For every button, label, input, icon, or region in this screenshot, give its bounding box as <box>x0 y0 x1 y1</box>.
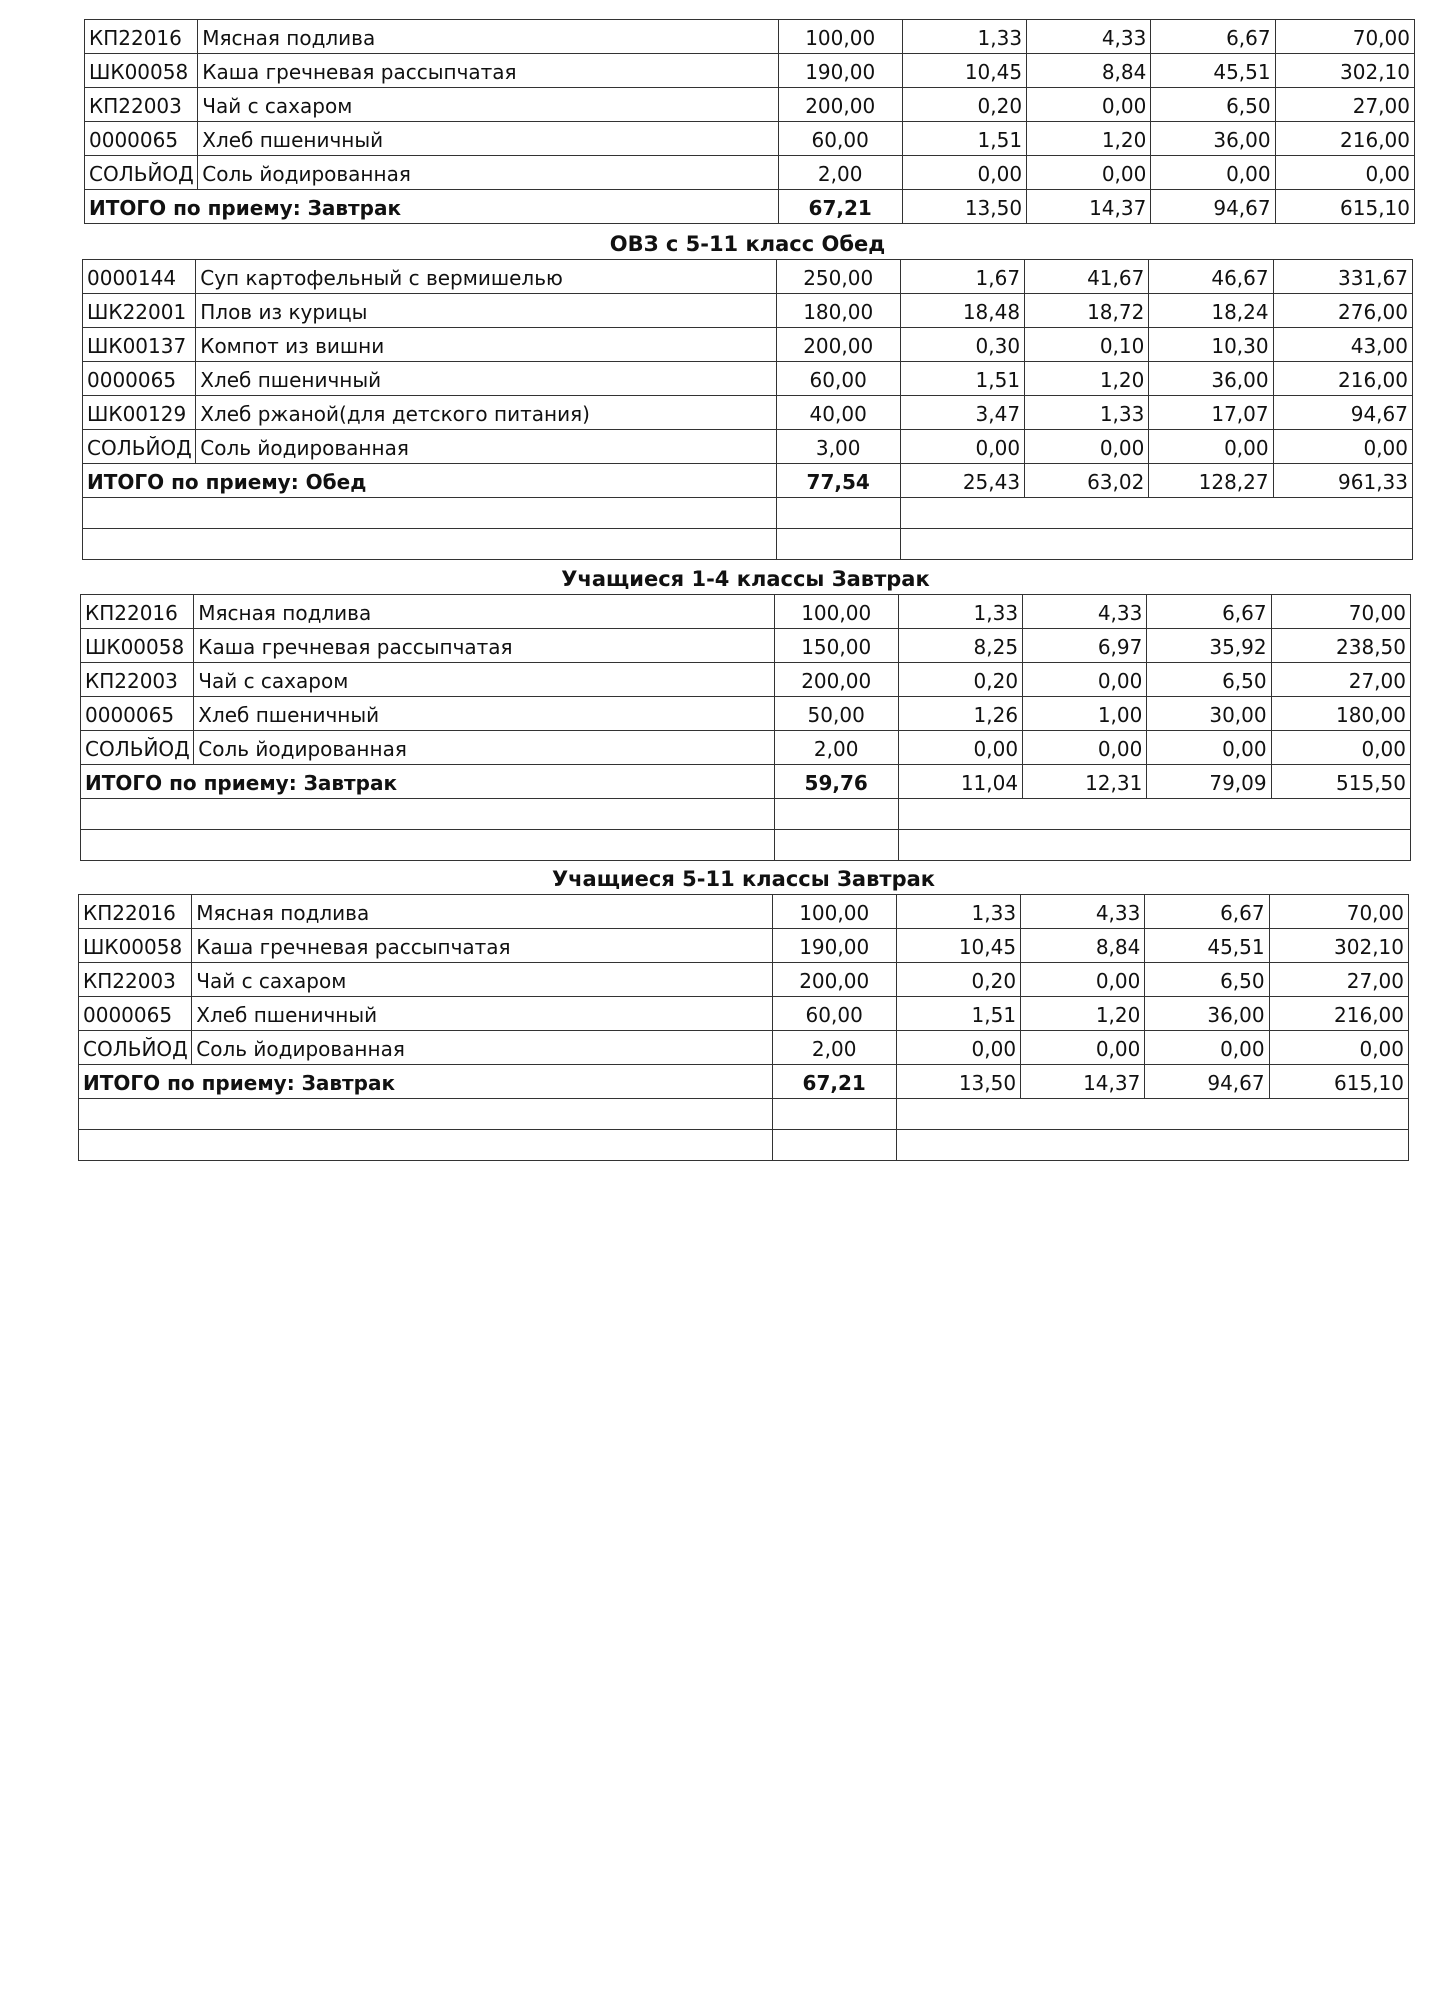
dish-energy: 302,10 <box>1275 54 1414 88</box>
dish-carbs: 6,67 <box>1145 895 1269 929</box>
dish-energy: 0,00 <box>1271 731 1410 765</box>
dish-code: 0000065 <box>79 997 192 1031</box>
dish-code: КП22016 <box>81 595 194 629</box>
table-row <box>81 629 1411 663</box>
table-row <box>79 895 1409 929</box>
dish-code: СОЛЬЙОД <box>85 156 198 190</box>
total-mass: 77,54 <box>776 464 900 498</box>
dish-energy: 276,00 <box>1273 294 1412 328</box>
total-fat: 14,37 <box>1027 190 1151 224</box>
menu-table <box>78 894 1409 1161</box>
dish-mass: 60,00 <box>778 122 902 156</box>
blank-cell <box>81 830 775 861</box>
dish-protein: 8,25 <box>898 629 1022 663</box>
dish-protein: 0,20 <box>896 963 1020 997</box>
dish-name: Мясная подлива <box>198 20 778 54</box>
dish-fat: 41,67 <box>1025 260 1149 294</box>
dish-carbs: 6,67 <box>1147 595 1271 629</box>
dish-mass: 100,00 <box>772 895 896 929</box>
dish-name: Хлеб пшеничный <box>196 362 776 396</box>
dish-fat: 0,00 <box>1027 88 1151 122</box>
table-row <box>85 88 1415 122</box>
section-breakfast-ovz <box>84 19 1415 224</box>
blank-cell <box>896 1130 1408 1161</box>
dish-code: КП22003 <box>81 663 194 697</box>
total-carbs: 94,67 <box>1145 1065 1269 1099</box>
total-fat: 12,31 <box>1023 765 1147 799</box>
dish-energy: 27,00 <box>1271 663 1410 697</box>
section-title: ОВЗ с 5-11 класс Обед <box>609 232 886 256</box>
dish-name: Каша гречневая рассыпчатая <box>192 929 772 963</box>
dish-protein: 0,00 <box>900 430 1024 464</box>
total-protein: 25,43 <box>900 464 1024 498</box>
total-mass: 67,21 <box>778 190 902 224</box>
dish-name: Мясная подлива <box>194 595 774 629</box>
dish-energy: 0,00 <box>1273 430 1412 464</box>
dish-fat: 1,33 <box>1025 396 1149 430</box>
dish-code: КП22016 <box>79 895 192 929</box>
dish-carbs: 45,51 <box>1145 929 1269 963</box>
dish-energy: 302,10 <box>1269 929 1408 963</box>
table-row <box>79 929 1409 963</box>
dish-energy: 70,00 <box>1275 20 1414 54</box>
dish-protein: 0,20 <box>902 88 1026 122</box>
dish-fat: 8,84 <box>1021 929 1145 963</box>
blank-cell <box>772 1099 896 1130</box>
dish-carbs: 0,00 <box>1147 731 1271 765</box>
blank-cell <box>776 529 900 560</box>
table-row <box>83 396 1413 430</box>
dish-carbs: 0,00 <box>1145 1031 1269 1065</box>
dish-name: Хлеб пшеничный <box>198 122 778 156</box>
dish-code: ШК00129 <box>83 396 196 430</box>
dish-mass: 190,00 <box>772 929 896 963</box>
table-row <box>83 294 1413 328</box>
blank-row <box>81 830 1411 861</box>
table-row <box>83 430 1413 464</box>
dish-carbs: 46,67 <box>1149 260 1273 294</box>
blank-row <box>79 1099 1409 1130</box>
dish-code: СОЛЬЙОД <box>83 430 196 464</box>
dish-mass: 100,00 <box>774 595 898 629</box>
dish-code: ШК00137 <box>83 328 196 362</box>
dish-energy: 0,00 <box>1269 1031 1408 1065</box>
dish-fat: 8,84 <box>1027 54 1151 88</box>
dish-fat: 6,97 <box>1023 629 1147 663</box>
dish-protein: 1,33 <box>898 595 1022 629</box>
dish-carbs: 6,67 <box>1151 20 1275 54</box>
dish-protein: 1,33 <box>902 20 1026 54</box>
blank-cell <box>774 799 898 830</box>
dish-fat: 0,00 <box>1023 663 1147 697</box>
dish-code: ШК00058 <box>81 629 194 663</box>
blank-row <box>83 529 1413 560</box>
dish-name: Соль йодированная <box>194 731 774 765</box>
dish-code: 0000144 <box>83 260 196 294</box>
dish-name: Каша гречневая рассыпчатая <box>198 54 778 88</box>
dish-carbs: 35,92 <box>1147 629 1271 663</box>
dish-energy: 70,00 <box>1269 895 1408 929</box>
total-fat: 63,02 <box>1025 464 1149 498</box>
dish-fat: 1,20 <box>1021 997 1145 1031</box>
dish-fat: 4,33 <box>1027 20 1151 54</box>
total-row <box>83 464 1413 498</box>
blank-cell <box>81 799 775 830</box>
total-carbs: 94,67 <box>1151 190 1275 224</box>
dish-name: Плов из курицы <box>196 294 776 328</box>
dish-name: Мясная подлива <box>192 895 772 929</box>
dish-name: Хлеб пшеничный <box>192 997 772 1031</box>
dish-fat: 0,10 <box>1025 328 1149 362</box>
total-energy: 615,10 <box>1275 190 1414 224</box>
dish-fat: 0,00 <box>1023 731 1147 765</box>
total-row <box>81 765 1411 799</box>
total-protein: 13,50 <box>896 1065 1020 1099</box>
dish-carbs: 36,00 <box>1145 997 1269 1031</box>
dish-energy: 216,00 <box>1273 362 1412 396</box>
blank-cell <box>900 529 1412 560</box>
blank-cell <box>776 498 900 529</box>
dish-energy: 180,00 <box>1271 697 1410 731</box>
dish-energy: 94,67 <box>1273 396 1412 430</box>
dish-fat: 0,00 <box>1025 430 1149 464</box>
dish-name: Хлеб ржаной(для детского питания) <box>196 396 776 430</box>
section-lunch-ovz <box>82 225 1413 560</box>
table-row <box>79 997 1409 1031</box>
dish-protein: 0,00 <box>896 1031 1020 1065</box>
dish-energy: 216,00 <box>1275 122 1414 156</box>
blank-cell <box>898 830 1410 861</box>
dish-protein: 1,51 <box>900 362 1024 396</box>
menu-table <box>84 19 1415 224</box>
dish-protein: 10,45 <box>896 929 1020 963</box>
menu-table <box>82 259 1413 560</box>
dish-energy: 27,00 <box>1269 963 1408 997</box>
total-label: ИТОГО по приему: Обед <box>83 464 777 498</box>
dish-carbs: 30,00 <box>1147 697 1271 731</box>
dish-mass: 200,00 <box>778 88 902 122</box>
dish-mass: 200,00 <box>774 663 898 697</box>
dish-carbs: 18,24 <box>1149 294 1273 328</box>
dish-code: 0000065 <box>85 122 198 156</box>
dish-name: Суп картофельный с вермишелью <box>196 260 776 294</box>
table-row <box>81 595 1411 629</box>
dish-mass: 2,00 <box>772 1031 896 1065</box>
blank-cell <box>79 1130 773 1161</box>
dish-name: Соль йодированная <box>198 156 778 190</box>
dish-code: СОЛЬЙОД <box>81 731 194 765</box>
dish-mass: 200,00 <box>772 963 896 997</box>
blank-cell <box>900 498 1412 529</box>
table-row <box>85 54 1415 88</box>
dish-fat: 1,00 <box>1023 697 1147 731</box>
dish-fat: 0,00 <box>1021 1031 1145 1065</box>
dish-mass: 200,00 <box>776 328 900 362</box>
dish-mass: 190,00 <box>778 54 902 88</box>
dish-mass: 60,00 <box>776 362 900 396</box>
dish-protein: 10,45 <box>902 54 1026 88</box>
dish-name: Чай с сахаром <box>192 963 772 997</box>
dish-energy: 238,50 <box>1271 629 1410 663</box>
total-label: ИТОГО по приему: Завтрак <box>85 190 779 224</box>
dish-mass: 60,00 <box>772 997 896 1031</box>
table-row <box>79 963 1409 997</box>
dish-fat: 4,33 <box>1021 895 1145 929</box>
total-mass: 67,21 <box>772 1065 896 1099</box>
dish-carbs: 36,00 <box>1151 122 1275 156</box>
dish-carbs: 6,50 <box>1151 88 1275 122</box>
blank-cell <box>79 1099 773 1130</box>
blank-cell <box>896 1099 1408 1130</box>
dish-protein: 1,51 <box>896 997 1020 1031</box>
dish-protein: 3,47 <box>900 396 1024 430</box>
blank-row <box>79 1130 1409 1161</box>
total-carbs: 128,27 <box>1149 464 1273 498</box>
dish-protein: 1,51 <box>902 122 1026 156</box>
blank-row <box>81 799 1411 830</box>
dish-protein: 18,48 <box>900 294 1024 328</box>
dish-mass: 250,00 <box>776 260 900 294</box>
dish-energy: 70,00 <box>1271 595 1410 629</box>
dish-protein: 0,00 <box>902 156 1026 190</box>
table-row <box>83 328 1413 362</box>
dish-fat: 0,00 <box>1027 156 1151 190</box>
section-breakfast-5-11 <box>78 860 1409 1161</box>
dish-name: Чай с сахаром <box>198 88 778 122</box>
table-row <box>85 122 1415 156</box>
dish-protein: 0,00 <box>898 731 1022 765</box>
total-label: ИТОГО по приему: Завтрак <box>79 1065 773 1099</box>
dish-carbs: 36,00 <box>1149 362 1273 396</box>
dish-mass: 3,00 <box>776 430 900 464</box>
dish-energy: 27,00 <box>1275 88 1414 122</box>
dish-carbs: 6,50 <box>1145 963 1269 997</box>
blank-cell <box>898 799 1410 830</box>
dish-name: Соль йодированная <box>192 1031 772 1065</box>
table-row <box>81 663 1411 697</box>
dish-mass: 180,00 <box>776 294 900 328</box>
dish-fat: 4,33 <box>1023 595 1147 629</box>
dish-mass: 40,00 <box>776 396 900 430</box>
dish-carbs: 0,00 <box>1149 430 1273 464</box>
dish-mass: 100,00 <box>778 20 902 54</box>
dish-name: Чай с сахаром <box>194 663 774 697</box>
section-breakfast-1-4 <box>80 560 1411 861</box>
dish-code: КП22003 <box>85 88 198 122</box>
dish-protein: 0,30 <box>900 328 1024 362</box>
dish-fat: 1,20 <box>1025 362 1149 396</box>
dish-energy: 216,00 <box>1269 997 1408 1031</box>
dish-fat: 0,00 <box>1021 963 1145 997</box>
dish-code: КП22003 <box>79 963 192 997</box>
total-label: ИТОГО по приему: Завтрак <box>81 765 775 799</box>
total-row <box>79 1065 1409 1099</box>
menu-table <box>80 594 1411 861</box>
dish-carbs: 17,07 <box>1149 396 1273 430</box>
dish-carbs: 10,30 <box>1149 328 1273 362</box>
total-energy: 961,33 <box>1273 464 1412 498</box>
dish-fat: 18,72 <box>1025 294 1149 328</box>
section-title: Учащиеся 1-4 классы Завтрак <box>561 567 930 591</box>
total-energy: 615,10 <box>1269 1065 1408 1099</box>
total-protein: 13,50 <box>902 190 1026 224</box>
total-energy: 515,50 <box>1271 765 1410 799</box>
dish-mass: 50,00 <box>774 697 898 731</box>
dish-code: ШК00058 <box>85 54 198 88</box>
table-row <box>81 697 1411 731</box>
table-row <box>83 362 1413 396</box>
blank-cell <box>83 529 777 560</box>
dish-fat: 1,20 <box>1027 122 1151 156</box>
dish-code: СОЛЬЙОД <box>79 1031 192 1065</box>
table-row <box>85 156 1415 190</box>
table-row <box>79 1031 1409 1065</box>
dish-code: 0000065 <box>83 362 196 396</box>
dish-mass: 150,00 <box>774 629 898 663</box>
blank-cell <box>772 1130 896 1161</box>
total-protein: 11,04 <box>898 765 1022 799</box>
dish-energy: 331,67 <box>1273 260 1412 294</box>
dish-name: Хлеб пшеничный <box>194 697 774 731</box>
total-row <box>85 190 1415 224</box>
section-title: Учащиеся 5-11 классы Завтрак <box>551 867 936 891</box>
dish-mass: 2,00 <box>778 156 902 190</box>
total-fat: 14,37 <box>1021 1065 1145 1099</box>
total-carbs: 79,09 <box>1147 765 1271 799</box>
dish-carbs: 6,50 <box>1147 663 1271 697</box>
dish-name: Каша гречневая рассыпчатая <box>194 629 774 663</box>
blank-cell <box>774 830 898 861</box>
dish-protein: 1,67 <box>900 260 1024 294</box>
blank-row <box>83 498 1413 529</box>
dish-code: ШК22001 <box>83 294 196 328</box>
dish-protein: 1,33 <box>896 895 1020 929</box>
total-mass: 59,76 <box>774 765 898 799</box>
table-row <box>85 20 1415 54</box>
dish-mass: 2,00 <box>774 731 898 765</box>
dish-code: ШК00058 <box>79 929 192 963</box>
dish-code: КП22016 <box>85 20 198 54</box>
dish-carbs: 0,00 <box>1151 156 1275 190</box>
dish-protein: 0,20 <box>898 663 1022 697</box>
dish-code: 0000065 <box>81 697 194 731</box>
dish-energy: 0,00 <box>1275 156 1414 190</box>
dish-energy: 43,00 <box>1273 328 1412 362</box>
dish-carbs: 45,51 <box>1151 54 1275 88</box>
table-row <box>81 731 1411 765</box>
blank-cell <box>83 498 777 529</box>
dish-protein: 1,26 <box>898 697 1022 731</box>
dish-name: Соль йодированная <box>196 430 776 464</box>
table-row <box>83 260 1413 294</box>
dish-name: Компот из вишни <box>196 328 776 362</box>
